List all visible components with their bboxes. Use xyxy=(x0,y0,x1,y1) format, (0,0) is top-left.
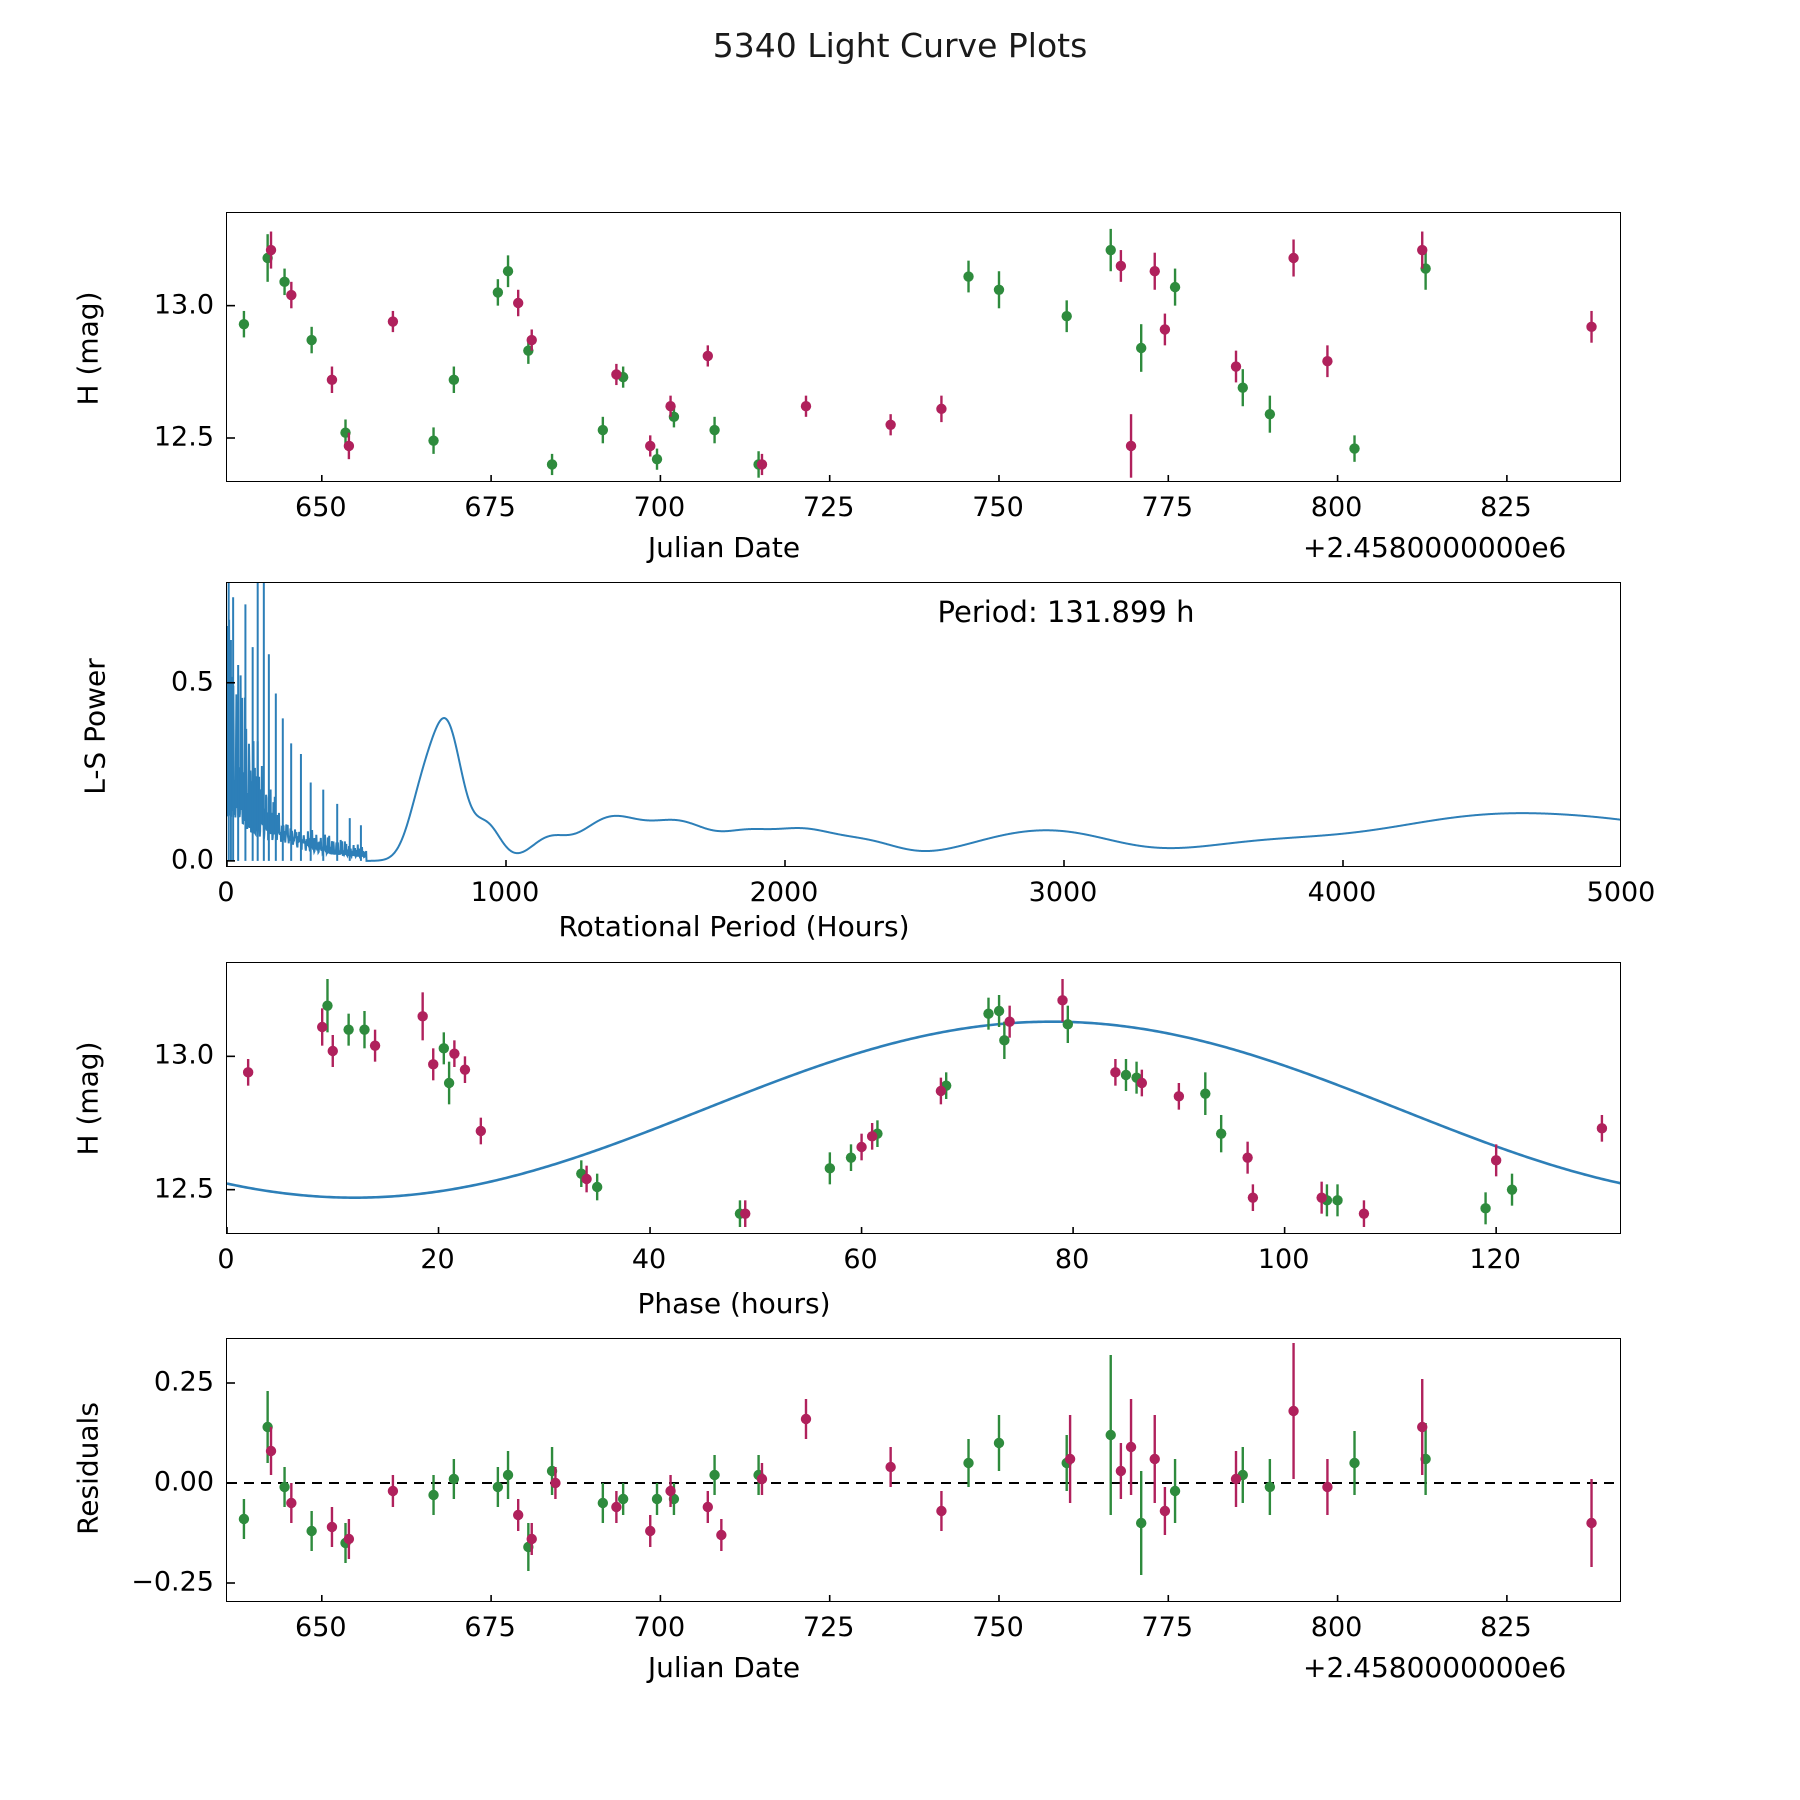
periodogram-ytick-0: 0.0 xyxy=(171,844,214,876)
phased-xtick-80: 80 xyxy=(1054,1244,1090,1275)
series-g-band xyxy=(239,229,1431,478)
phased-ytick-1: 13.0 xyxy=(153,1039,214,1071)
phased-xtick-100: 100 xyxy=(1257,1244,1310,1275)
panel-residuals xyxy=(226,1338,1621,1602)
series-r-band xyxy=(266,232,1597,478)
phased-xtick-60: 60 xyxy=(843,1244,878,1275)
period-annotation: Period: 131.899 h xyxy=(937,595,1195,629)
residuals-xtick-800: 800 xyxy=(1310,1612,1363,1643)
periodogram-xtick-0: 0 xyxy=(217,877,235,908)
figure-title: 5340 Light Curve Plots xyxy=(712,26,1088,65)
phased-ytick-0: 12.5 xyxy=(153,1173,214,1205)
series-g-band xyxy=(322,979,1517,1227)
lightcurve-ytick-0: 12.5 xyxy=(153,421,214,453)
residuals-xtick-775: 775 xyxy=(1141,1612,1194,1643)
periodogram-ylabel: L-S Power xyxy=(78,658,112,795)
phased-xtick-40: 40 xyxy=(631,1244,667,1275)
phased-model-curve xyxy=(227,1022,1621,1198)
series-g-band xyxy=(239,1355,1431,1575)
phased-xtick-0: 0 xyxy=(217,1244,235,1275)
periodogram-xtick-4000: 4000 xyxy=(1307,877,1377,908)
residuals-ylabel: Residuals xyxy=(71,1402,105,1535)
lightcurve-ylabel: H (mag) xyxy=(71,291,105,406)
residuals-xtick-725: 725 xyxy=(802,1612,855,1643)
phased-xtick-20: 20 xyxy=(420,1244,455,1275)
lightcurve-xlabel: Julian Date xyxy=(647,531,801,564)
periodogram-ytick-1: 0.5 xyxy=(171,666,214,698)
periodogram-axes xyxy=(226,582,1621,867)
residuals-ytick-2: 0.25 xyxy=(153,1366,214,1398)
residuals-axes xyxy=(226,1338,1621,1602)
lightcurve-xtick-700: 700 xyxy=(633,492,686,523)
panel-periodogram xyxy=(226,582,1621,867)
phased-axes xyxy=(226,962,1621,1234)
periodogram-curve xyxy=(227,620,1621,861)
residuals-xtick-650: 650 xyxy=(295,1612,347,1643)
periodogram-xtick-5000: 5000 xyxy=(1586,877,1656,908)
lightcurve-xtick-650: 650 xyxy=(295,492,347,523)
residuals-xtick-825: 825 xyxy=(1480,1612,1532,1643)
lightcurve-xtick-675: 675 xyxy=(464,492,516,523)
periodogram-xtick-1000: 1000 xyxy=(470,877,540,908)
residuals-xoffset: +2.4580000000e6 xyxy=(1303,1651,1567,1684)
series-r-band xyxy=(266,1343,1597,1567)
lightcurve-xtick-725: 725 xyxy=(802,492,855,523)
periodogram-xtick-3000: 3000 xyxy=(1028,877,1098,908)
lightcurve-xtick-775: 775 xyxy=(1141,492,1194,523)
residuals-xlabel: Julian Date xyxy=(647,1651,801,1684)
residuals-xtick-750: 750 xyxy=(972,1612,1024,1643)
panel-lightcurve xyxy=(226,212,1621,482)
lightcurve-ytick-1: 13.0 xyxy=(153,289,214,321)
periodogram-xtick-2000: 2000 xyxy=(749,877,819,908)
lightcurve-xtick-825: 825 xyxy=(1480,492,1532,523)
phased-ylabel: H (mag) xyxy=(71,1041,105,1156)
residuals-xtick-675: 675 xyxy=(464,1612,516,1643)
periodogram-xlabel: Rotational Period (Hours) xyxy=(558,910,910,943)
panel-phased xyxy=(226,962,1621,1234)
residuals-ytick-1: 0.00 xyxy=(153,1466,214,1498)
residuals-xtick-700: 700 xyxy=(633,1612,686,1643)
residuals-ytick-0: −0.25 xyxy=(131,1566,214,1598)
lightcurve-xtick-800: 800 xyxy=(1310,492,1363,523)
lightcurve-xtick-750: 750 xyxy=(972,492,1024,523)
phased-xtick-120: 120 xyxy=(1469,1244,1521,1275)
lightcurve-xoffset: +2.4580000000e6 xyxy=(1303,531,1567,564)
phased-xlabel: Phase (hours) xyxy=(637,1287,831,1320)
lightcurve-axes xyxy=(226,212,1621,482)
